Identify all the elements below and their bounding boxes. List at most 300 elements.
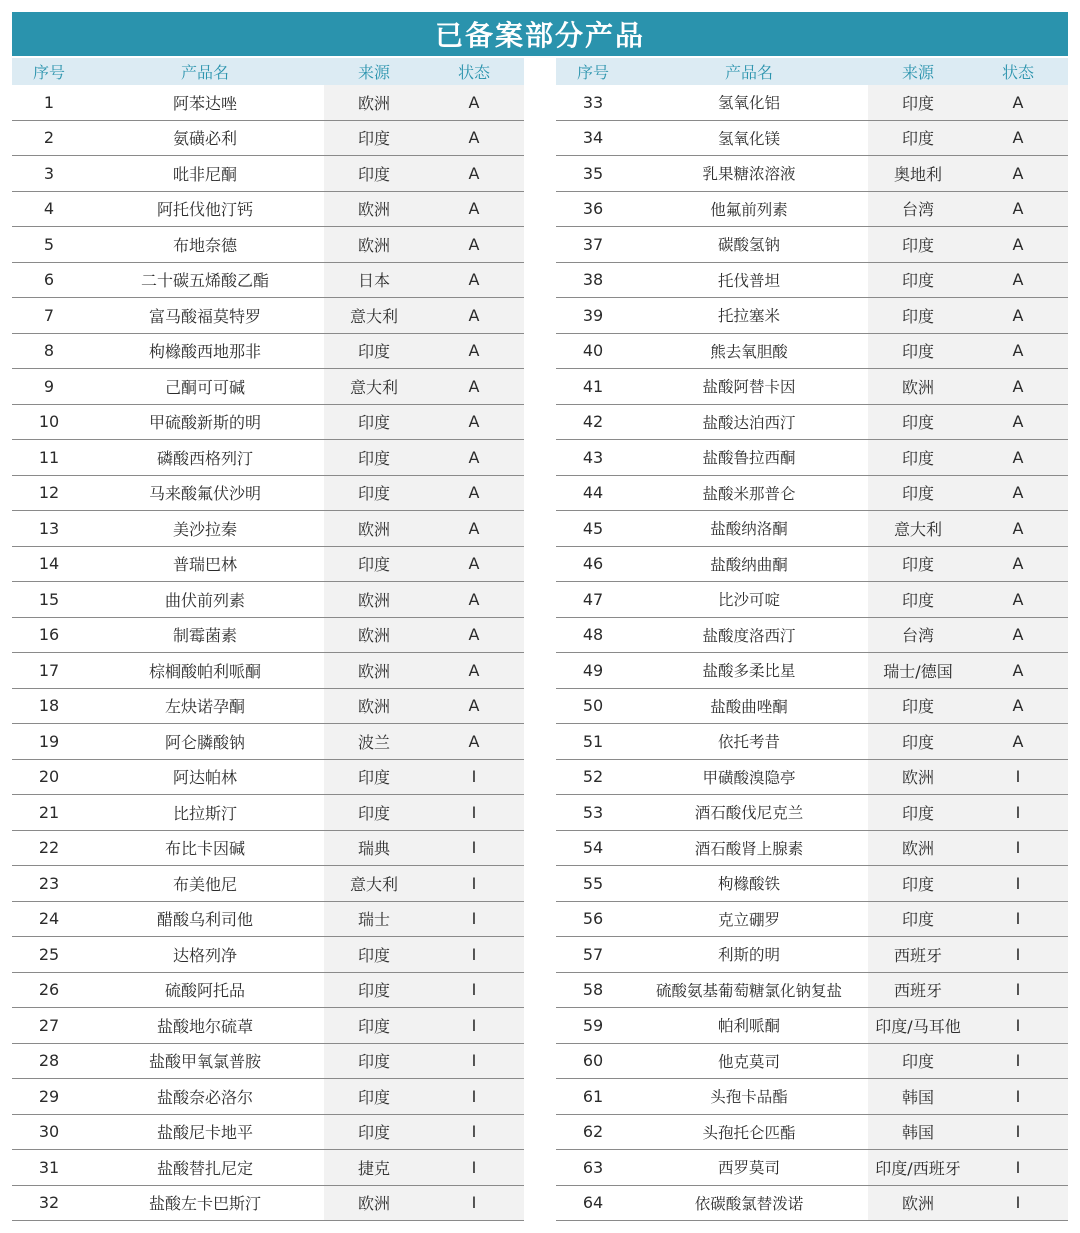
table-row bbox=[12, 1043, 524, 1079]
cell-no: 45 bbox=[556, 511, 630, 547]
cell-no: 38 bbox=[556, 262, 630, 298]
cell-no: 15 bbox=[12, 582, 86, 618]
cell-no: 63 bbox=[556, 1150, 630, 1186]
column-header-source: 来源 bbox=[868, 58, 968, 85]
cell-product-name: 盐酸纳洛酮 bbox=[630, 511, 868, 547]
cell-no: 16 bbox=[12, 617, 86, 653]
table-row bbox=[12, 901, 524, 937]
cell-source: 欧洲 bbox=[324, 688, 424, 724]
cell-status: I bbox=[424, 1114, 524, 1150]
cell-status: I bbox=[424, 759, 524, 795]
cell-no: 50 bbox=[556, 688, 630, 724]
table-row bbox=[556, 227, 1068, 263]
cell-no: 6 bbox=[12, 262, 86, 298]
cell-status: I bbox=[968, 866, 1068, 902]
cell-no: 39 bbox=[556, 298, 630, 334]
cell-product-name: 硫酸氨基葡萄糖氯化钠复盐 bbox=[630, 972, 868, 1008]
cell-status: A bbox=[968, 156, 1068, 192]
cell-product-name: 盐酸曲唑酮 bbox=[630, 688, 868, 724]
cell-source: 印度 bbox=[324, 759, 424, 795]
table-row bbox=[556, 759, 1068, 795]
table-row bbox=[556, 1114, 1068, 1150]
table-row bbox=[556, 937, 1068, 973]
cell-product-name: 帕利哌酮 bbox=[630, 1008, 868, 1044]
cell-product-name: 依碳酸氯替泼诺 bbox=[630, 1185, 868, 1221]
table-row bbox=[556, 1185, 1068, 1221]
cell-no: 32 bbox=[12, 1185, 86, 1221]
cell-no: 13 bbox=[12, 511, 86, 547]
cell-source: 印度 bbox=[868, 1043, 968, 1079]
table-row bbox=[556, 298, 1068, 334]
cell-status: A bbox=[968, 85, 1068, 120]
cell-status: A bbox=[968, 262, 1068, 298]
cell-product-name: 阿苯达唑 bbox=[86, 85, 324, 120]
table-row bbox=[556, 1043, 1068, 1079]
cell-no: 47 bbox=[556, 582, 630, 618]
cell-no: 20 bbox=[12, 759, 86, 795]
cell-no: 60 bbox=[556, 1043, 630, 1079]
cell-product-name: 美沙拉秦 bbox=[86, 511, 324, 547]
cell-source: 欧洲 bbox=[324, 511, 424, 547]
column-header-no: 序号 bbox=[556, 58, 630, 85]
cell-product-name: 二十碳五烯酸乙酯 bbox=[86, 262, 324, 298]
cell-status: I bbox=[968, 1079, 1068, 1115]
cell-status: I bbox=[968, 1114, 1068, 1150]
cell-no: 24 bbox=[12, 901, 86, 937]
cell-product-name: 制霉菌素 bbox=[86, 617, 324, 653]
cell-product-name: 盐酸地尔硫䓬 bbox=[86, 1008, 324, 1044]
cell-source: 印度/马耳他 bbox=[868, 1008, 968, 1044]
cell-status: A bbox=[968, 653, 1068, 689]
cell-product-name: 盐酸鲁拉西酮 bbox=[630, 440, 868, 476]
cell-status: A bbox=[424, 475, 524, 511]
cell-status: I bbox=[968, 937, 1068, 973]
cell-no: 26 bbox=[12, 972, 86, 1008]
table-row bbox=[556, 1150, 1068, 1186]
cell-status: I bbox=[968, 1008, 1068, 1044]
cell-source: 印度 bbox=[324, 404, 424, 440]
cell-no: 30 bbox=[12, 1114, 86, 1150]
cell-no: 7 bbox=[12, 298, 86, 334]
cell-status: A bbox=[424, 511, 524, 547]
cell-no: 56 bbox=[556, 901, 630, 937]
table-row bbox=[12, 511, 524, 547]
cell-status: A bbox=[424, 546, 524, 582]
cell-status: A bbox=[424, 262, 524, 298]
cell-no: 40 bbox=[556, 333, 630, 369]
table-row bbox=[556, 120, 1068, 156]
cell-no: 44 bbox=[556, 475, 630, 511]
cell-status: A bbox=[424, 404, 524, 440]
cell-source: 印度 bbox=[324, 795, 424, 831]
table-row bbox=[556, 1079, 1068, 1115]
cell-status: I bbox=[968, 759, 1068, 795]
cell-no: 17 bbox=[12, 653, 86, 689]
cell-product-name: 甲硫酸新斯的明 bbox=[86, 404, 324, 440]
cell-source: 印度 bbox=[324, 546, 424, 582]
cell-no: 33 bbox=[556, 85, 630, 120]
table-row bbox=[12, 85, 524, 120]
cell-status: I bbox=[424, 830, 524, 866]
cell-source: 印度 bbox=[868, 688, 968, 724]
cell-status: A bbox=[424, 298, 524, 334]
table-row bbox=[12, 724, 524, 760]
cell-no: 18 bbox=[12, 688, 86, 724]
cell-no: 48 bbox=[556, 617, 630, 653]
cell-status: A bbox=[968, 582, 1068, 618]
cell-product-name: 布地奈德 bbox=[86, 227, 324, 263]
cell-source: 意大利 bbox=[324, 369, 424, 405]
cell-no: 5 bbox=[12, 227, 86, 263]
cell-status: A bbox=[968, 440, 1068, 476]
table-row bbox=[12, 1079, 524, 1115]
cell-product-name: 乳果糖浓溶液 bbox=[630, 156, 868, 192]
cell-product-name: 托拉塞米 bbox=[630, 298, 868, 334]
cell-source: 波兰 bbox=[324, 724, 424, 760]
cell-product-name: 依托考昔 bbox=[630, 724, 868, 760]
cell-status: A bbox=[424, 688, 524, 724]
cell-product-name: 达格列净 bbox=[86, 937, 324, 973]
cell-no: 34 bbox=[556, 120, 630, 156]
table-row bbox=[12, 1150, 524, 1186]
cell-source: 印度 bbox=[868, 901, 968, 937]
cell-status: A bbox=[424, 724, 524, 760]
cell-status: A bbox=[424, 191, 524, 227]
cell-product-name: 熊去氧胆酸 bbox=[630, 333, 868, 369]
cell-source: 韩国 bbox=[868, 1114, 968, 1150]
cell-status: A bbox=[968, 404, 1068, 440]
table-row bbox=[556, 866, 1068, 902]
cell-product-name: 盐酸阿替卡因 bbox=[630, 369, 868, 405]
cell-source: 台湾 bbox=[868, 191, 968, 227]
cell-source: 欧洲 bbox=[868, 369, 968, 405]
cell-source: 印度 bbox=[324, 1008, 424, 1044]
cell-status: I bbox=[968, 830, 1068, 866]
cell-product-name: 布美他尼 bbox=[86, 866, 324, 902]
cell-no: 46 bbox=[556, 546, 630, 582]
cell-status: A bbox=[968, 475, 1068, 511]
cell-product-name: 氨磺必利 bbox=[86, 120, 324, 156]
cell-status: I bbox=[424, 1043, 524, 1079]
column-header-status: 状态 bbox=[424, 58, 524, 85]
cell-product-name: 克立硼罗 bbox=[630, 901, 868, 937]
cell-product-name: 头孢卡品酯 bbox=[630, 1079, 868, 1115]
table-row bbox=[556, 156, 1068, 192]
table-row bbox=[12, 404, 524, 440]
cell-no: 25 bbox=[12, 937, 86, 973]
cell-source: 印度 bbox=[324, 1079, 424, 1115]
cell-no: 9 bbox=[12, 369, 86, 405]
cell-product-name: 他克莫司 bbox=[630, 1043, 868, 1079]
cell-status: A bbox=[424, 120, 524, 156]
cell-source: 印度 bbox=[868, 298, 968, 334]
cell-no: 10 bbox=[12, 404, 86, 440]
table-row bbox=[12, 1185, 524, 1221]
product-table-right bbox=[556, 58, 1068, 1221]
cell-status: I bbox=[424, 866, 524, 902]
cell-source: 印度 bbox=[324, 120, 424, 156]
table-row bbox=[12, 262, 524, 298]
table-row bbox=[12, 688, 524, 724]
table-row bbox=[556, 1008, 1068, 1044]
cell-source: 意大利 bbox=[324, 298, 424, 334]
cell-no: 4 bbox=[12, 191, 86, 227]
table-row bbox=[556, 972, 1068, 1008]
cell-no: 29 bbox=[12, 1079, 86, 1115]
cell-status: A bbox=[968, 511, 1068, 547]
cell-no: 52 bbox=[556, 759, 630, 795]
cell-product-name: 磷酸西格列汀 bbox=[86, 440, 324, 476]
cell-no: 36 bbox=[556, 191, 630, 227]
cell-source: 印度 bbox=[324, 156, 424, 192]
cell-source: 印度 bbox=[324, 440, 424, 476]
cell-product-name: 托伐普坦 bbox=[630, 262, 868, 298]
cell-source: 捷克 bbox=[324, 1150, 424, 1186]
cell-no: 31 bbox=[12, 1150, 86, 1186]
table-row bbox=[12, 972, 524, 1008]
cell-no: 3 bbox=[12, 156, 86, 192]
table-row bbox=[556, 653, 1068, 689]
table-row bbox=[12, 759, 524, 795]
cell-product-name: 棕榈酸帕利哌酮 bbox=[86, 653, 324, 689]
cell-source: 印度 bbox=[324, 1114, 424, 1150]
cell-source: 欧洲 bbox=[868, 759, 968, 795]
cell-source: 韩国 bbox=[868, 1079, 968, 1115]
cell-product-name: 氢氧化铝 bbox=[630, 85, 868, 120]
cell-product-name: 曲伏前列素 bbox=[86, 582, 324, 618]
cell-no: 64 bbox=[556, 1185, 630, 1221]
cell-source: 印度/西班牙 bbox=[868, 1150, 968, 1186]
cell-no: 43 bbox=[556, 440, 630, 476]
cell-product-name: 马来酸氟伏沙明 bbox=[86, 475, 324, 511]
cell-no: 58 bbox=[556, 972, 630, 1008]
cell-source: 意大利 bbox=[324, 866, 424, 902]
table-row bbox=[12, 227, 524, 263]
cell-product-name: 普瑞巴林 bbox=[86, 546, 324, 582]
table-row bbox=[12, 369, 524, 405]
cell-status: A bbox=[424, 440, 524, 476]
cell-product-name: 酒石酸伐尼克兰 bbox=[630, 795, 868, 831]
cell-source: 欧洲 bbox=[324, 85, 424, 120]
cell-product-name: 比拉斯汀 bbox=[86, 795, 324, 831]
cell-product-name: 盐酸替扎尼定 bbox=[86, 1150, 324, 1186]
cell-source: 印度 bbox=[324, 1043, 424, 1079]
table-row bbox=[12, 582, 524, 618]
cell-source: 印度 bbox=[324, 475, 424, 511]
cell-no: 49 bbox=[556, 653, 630, 689]
cell-source: 印度 bbox=[324, 972, 424, 1008]
cell-no: 57 bbox=[556, 937, 630, 973]
cell-source: 欧洲 bbox=[868, 830, 968, 866]
cell-no: 61 bbox=[556, 1079, 630, 1115]
cell-source: 印度 bbox=[868, 795, 968, 831]
cell-status: A bbox=[424, 617, 524, 653]
table-row bbox=[12, 156, 524, 192]
cell-product-name: 盐酸米那普仑 bbox=[630, 475, 868, 511]
cell-product-name: 布比卡因碱 bbox=[86, 830, 324, 866]
cell-product-name: 酒石酸肾上腺素 bbox=[630, 830, 868, 866]
cell-no: 62 bbox=[556, 1114, 630, 1150]
cell-source: 印度 bbox=[868, 227, 968, 263]
cell-source: 印度 bbox=[324, 937, 424, 973]
column-header-name: 产品名 bbox=[86, 58, 324, 85]
cell-no: 55 bbox=[556, 866, 630, 902]
table-row bbox=[556, 440, 1068, 476]
cell-product-name: 己酮可可碱 bbox=[86, 369, 324, 405]
cell-product-name: 吡非尼酮 bbox=[86, 156, 324, 192]
table-row bbox=[556, 546, 1068, 582]
cell-source: 台湾 bbox=[868, 617, 968, 653]
cell-product-name: 盐酸多柔比星 bbox=[630, 653, 868, 689]
cell-no: 53 bbox=[556, 795, 630, 831]
cell-status: I bbox=[424, 1185, 524, 1221]
cell-source: 瑞典 bbox=[324, 830, 424, 866]
cell-product-name: 阿托伐他汀钙 bbox=[86, 191, 324, 227]
cell-source: 欧洲 bbox=[324, 582, 424, 618]
cell-no: 1 bbox=[12, 85, 86, 120]
table-row bbox=[556, 688, 1068, 724]
cell-status: A bbox=[424, 85, 524, 120]
cell-no: 11 bbox=[12, 440, 86, 476]
table-row bbox=[556, 795, 1068, 831]
cell-product-name: 头孢托仑匹酯 bbox=[630, 1114, 868, 1150]
cell-source: 奥地利 bbox=[868, 156, 968, 192]
table-row bbox=[12, 795, 524, 831]
cell-status: I bbox=[968, 1043, 1068, 1079]
table-header-row bbox=[556, 58, 1068, 85]
table-header-row bbox=[12, 58, 524, 85]
cell-status: A bbox=[968, 724, 1068, 760]
cell-no: 54 bbox=[556, 830, 630, 866]
table-row bbox=[12, 440, 524, 476]
cell-status: I bbox=[424, 1008, 524, 1044]
cell-product-name: 他氟前列素 bbox=[630, 191, 868, 227]
table-row bbox=[556, 191, 1068, 227]
cell-source: 欧洲 bbox=[324, 653, 424, 689]
table-row bbox=[12, 1114, 524, 1150]
page-title: 已备案部分产品 bbox=[12, 12, 1068, 56]
cell-product-name: 西罗莫司 bbox=[630, 1150, 868, 1186]
cell-no: 41 bbox=[556, 369, 630, 405]
table-row bbox=[556, 404, 1068, 440]
cell-no: 27 bbox=[12, 1008, 86, 1044]
cell-no: 22 bbox=[12, 830, 86, 866]
cell-product-name: 枸橼酸铁 bbox=[630, 866, 868, 902]
cell-product-name: 盐酸甲氧氯普胺 bbox=[86, 1043, 324, 1079]
cell-status: I bbox=[424, 972, 524, 1008]
table-row bbox=[12, 1008, 524, 1044]
cell-no: 2 bbox=[12, 120, 86, 156]
cell-no: 59 bbox=[556, 1008, 630, 1044]
table-row bbox=[12, 546, 524, 582]
table-row bbox=[12, 120, 524, 156]
table-row bbox=[556, 262, 1068, 298]
cell-status: I bbox=[968, 1150, 1068, 1186]
cell-source: 印度 bbox=[868, 404, 968, 440]
cell-no: 35 bbox=[556, 156, 630, 192]
cell-status: I bbox=[424, 1079, 524, 1115]
cell-product-name: 盐酸尼卡地平 bbox=[86, 1114, 324, 1150]
cell-no: 23 bbox=[12, 866, 86, 902]
cell-status: I bbox=[424, 1150, 524, 1186]
cell-source: 印度 bbox=[868, 475, 968, 511]
cell-no: 42 bbox=[556, 404, 630, 440]
cell-product-name: 盐酸左卡巴斯汀 bbox=[86, 1185, 324, 1221]
table-row bbox=[12, 653, 524, 689]
cell-source: 西班牙 bbox=[868, 972, 968, 1008]
column-header-name: 产品名 bbox=[630, 58, 868, 85]
cell-source: 意大利 bbox=[868, 511, 968, 547]
cell-status: A bbox=[968, 546, 1068, 582]
cell-status: A bbox=[968, 191, 1068, 227]
table-row bbox=[12, 617, 524, 653]
cell-status: A bbox=[424, 227, 524, 263]
cell-product-name: 氢氧化镁 bbox=[630, 120, 868, 156]
cell-source: 印度 bbox=[324, 333, 424, 369]
cell-source: 印度 bbox=[868, 440, 968, 476]
cell-status: A bbox=[424, 582, 524, 618]
table-row bbox=[556, 85, 1068, 120]
column-header-no: 序号 bbox=[12, 58, 86, 85]
table-row bbox=[556, 333, 1068, 369]
cell-no: 21 bbox=[12, 795, 86, 831]
cell-product-name: 甲磺酸溴隐亭 bbox=[630, 759, 868, 795]
cell-product-name: 盐酸度洛西汀 bbox=[630, 617, 868, 653]
table-row bbox=[12, 298, 524, 334]
cell-product-name: 阿仑膦酸钠 bbox=[86, 724, 324, 760]
cell-status: I bbox=[968, 795, 1068, 831]
cell-product-name: 盐酸纳曲酮 bbox=[630, 546, 868, 582]
cell-source: 印度 bbox=[868, 866, 968, 902]
cell-status: A bbox=[424, 369, 524, 405]
table-row bbox=[556, 369, 1068, 405]
cell-status: I bbox=[424, 795, 524, 831]
cell-no: 37 bbox=[556, 227, 630, 263]
cell-status: A bbox=[968, 298, 1068, 334]
cell-product-name: 富马酸福莫特罗 bbox=[86, 298, 324, 334]
cell-source: 印度 bbox=[868, 546, 968, 582]
cell-no: 51 bbox=[556, 724, 630, 760]
cell-no: 14 bbox=[12, 546, 86, 582]
cell-status: I bbox=[968, 1185, 1068, 1221]
cell-product-name: 醋酸乌利司他 bbox=[86, 901, 324, 937]
cell-source: 瑞士/德国 bbox=[868, 653, 968, 689]
cell-source: 印度 bbox=[868, 120, 968, 156]
cell-no: 12 bbox=[12, 475, 86, 511]
table-row bbox=[556, 617, 1068, 653]
table-row bbox=[556, 511, 1068, 547]
cell-product-name: 碳酸氢钠 bbox=[630, 227, 868, 263]
cell-source: 印度 bbox=[868, 262, 968, 298]
table-row bbox=[556, 582, 1068, 618]
column-header-source: 来源 bbox=[324, 58, 424, 85]
cell-product-name: 阿达帕林 bbox=[86, 759, 324, 795]
cell-status: I bbox=[424, 901, 524, 937]
cell-source: 印度 bbox=[868, 85, 968, 120]
table-row bbox=[556, 901, 1068, 937]
cell-product-name: 盐酸奈必洛尔 bbox=[86, 1079, 324, 1115]
table-row bbox=[12, 937, 524, 973]
cell-no: 8 bbox=[12, 333, 86, 369]
cell-status: A bbox=[968, 688, 1068, 724]
cell-status: A bbox=[968, 333, 1068, 369]
cell-status: A bbox=[968, 227, 1068, 263]
cell-status: I bbox=[968, 901, 1068, 937]
column-header-status: 状态 bbox=[968, 58, 1068, 85]
cell-no: 19 bbox=[12, 724, 86, 760]
cell-source: 瑞士 bbox=[324, 901, 424, 937]
cell-no: 28 bbox=[12, 1043, 86, 1079]
